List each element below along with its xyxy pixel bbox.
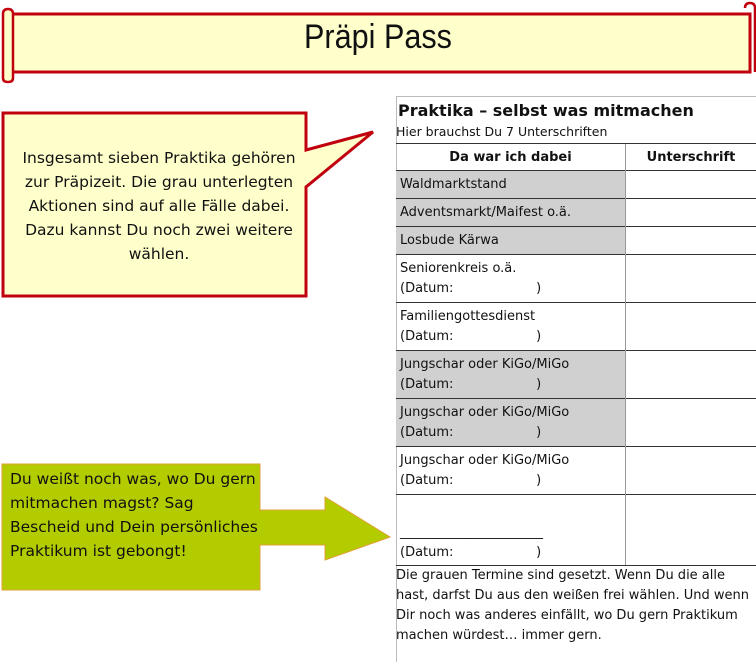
row-label: Adventsmarkt/Maifest o.ä. (396, 199, 626, 227)
doc-footer-text: Die grauen Termine sind gesetzt. Wenn Du die alle hast, darfst Du aus den weißen frei wählen. Und wenn Dir noch was anderes einfällt, wo Du gern Praktikum machen würdest… immer gern. (396, 566, 751, 646)
header-signature: Unterschrift (626, 144, 756, 171)
signature-cell[interactable] (626, 495, 756, 566)
row-label: Losbude Kärwa (396, 227, 626, 255)
table-row (396, 447, 756, 495)
header-activity: Da war ich dabei (396, 144, 626, 171)
signature-cell[interactable] (626, 399, 756, 447)
signature-cell[interactable] (626, 447, 756, 495)
row-date: (Datum: ) (400, 375, 621, 395)
table-row (396, 351, 756, 399)
row-label: Seniorenkreis o.ä. (400, 259, 621, 279)
doc-subtitle: Hier brauchst Du 7 Unterschriften (396, 124, 607, 139)
signature-cell[interactable] (626, 199, 756, 227)
row-label: Waldmarktstand (396, 171, 626, 199)
row-date: (Datum: ) (400, 279, 621, 299)
signature-cell[interactable] (626, 171, 756, 199)
table-row (396, 399, 756, 447)
praktika-table (396, 143, 756, 566)
table-row (396, 199, 756, 227)
table-row (396, 303, 756, 351)
row-date: (Datum: ) (400, 327, 621, 347)
table-row (396, 227, 756, 255)
row-date: (Datum: ) (400, 471, 621, 491)
table-row (396, 495, 756, 566)
signature-cell[interactable] (626, 255, 756, 303)
signature-cell[interactable] (626, 351, 756, 399)
callout-text: Insgesamt sieben Praktika gehören zur Präpizeit. Die grau unterlegten Aktionen sind auf alle Fälle dabei. Dazu kannst Du noch zwei weitere wählen. (14, 146, 304, 266)
arrow-note-text: Du weißt noch was, wo Du gern mitmachen magst? Sag Bescheid und Dein persönliches Praktikum ist gebongt! (10, 467, 260, 563)
row-date: (Datum: ) (400, 543, 621, 563)
custom-activity-blank[interactable]: ______________________ (400, 523, 621, 543)
signature-cell[interactable] (626, 227, 756, 255)
page-title: Präpi Pass (38, 18, 718, 57)
signature-cell[interactable] (626, 303, 756, 351)
row-label: Jungschar oder KiGo/MiGo (400, 355, 621, 375)
row-label: Jungschar oder KiGo/MiGo (400, 403, 621, 423)
row-label: Jungschar oder KiGo/MiGo (400, 451, 621, 471)
row-date: (Datum: ) (400, 423, 621, 443)
table-row (396, 255, 756, 303)
table-row (396, 171, 756, 199)
doc-title: Praktika – selbst was mitmachen (398, 101, 694, 120)
row-label: Familiengottesdienst (400, 307, 621, 327)
